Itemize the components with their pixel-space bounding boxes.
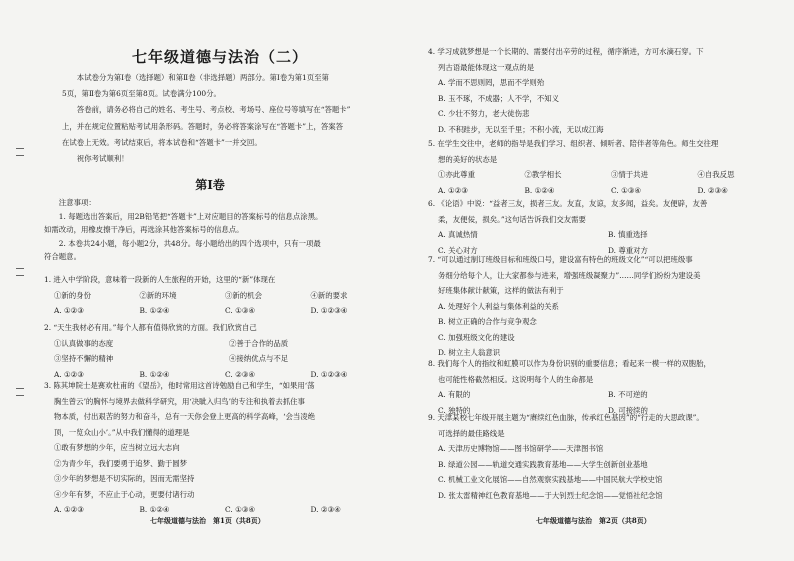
notes-line: 1. 每题选出答案后，用2B铅笔把“答题卡”上对应题目的答案标号的信息点涂黑。 [58,211,323,221]
question-stem: 3. 陈其坤院士是赛欢杜甫的《望岳》，他时常用这首诗勉励自己和学生，“如果用‘荡 [44,381,315,390]
option-b[interactable]: B. 树立正确的合作与竞争观念 [438,317,537,326]
statement-item: ③新的机会 [225,290,262,300]
notes-block [44,196,402,264]
statement-item: ①亦此尊重 [438,170,475,179]
option-b[interactable]: B. ①②④ [139,306,170,315]
intro-line: 答卷前，请务必将自己的姓名、考生号、考点校、考场号、座位号等填写在“答题卡” [76,105,351,115]
option-d[interactable]: D. 不积跬步，无以至千里；不积小流，无以成江海 [438,124,604,134]
statement-item: ②教学相长 [524,170,562,179]
intro-block [62,70,402,167]
option-c[interactable]: C. ②③④ [225,369,255,379]
option-b[interactable]: B. ①②④ [139,369,170,379]
question-9 [428,410,784,503]
question-stem: 9. 天津某校七年级开展主题为“赓续红色血脉，传承红色基因”的“行走的大思政课”。 [428,413,704,422]
question-stem: 6. 《论语》中说：“益者三友，损者三友。友直，友谅，友多闻，益矣。友便辟，友善 [428,199,708,208]
question-7 [428,252,784,361]
question-4 [428,44,784,137]
statement-item: ①敢有梦想的少年，应当树立远大志向 [54,443,180,452]
option-b[interactable]: B. ①②④ [139,505,170,514]
option-d[interactable]: D. ②③④ [697,185,728,195]
exam-page-2 [412,0,794,561]
question-stem: 可选择的最佳路线是 [438,428,505,438]
question-stem: 柔，友便佞，损矣。”这句话告诉我们交友需要 [438,214,586,224]
statement-item: ③少年的梦想是不切实际的，因而无需坚持 [54,474,195,483]
page-footer: 七年级道德与法治 第1页（共8页） [150,516,265,525]
option-a[interactable]: A. ①②③ [54,369,84,379]
statement-item: ②新的环境 [139,290,177,300]
statement-item: ④接纳优点与不足 [229,354,289,363]
question-stem: 也可能性格截然相反。这说明每个人的生命都是 [438,374,594,384]
option-d[interactable]: D. 张太雷精神红色教育基地——于大钊烈士纪念馆——觉悟社纪念馆 [438,490,663,500]
option-b[interactable]: B. 慎重选择 [608,230,648,239]
notes-line: 符合题意。 [44,252,81,262]
intro-line: 在试卷上无效。考试结束后，将本试卷和“答题卡”一并交回。 [62,137,262,147]
question-3 [44,378,396,518]
exam-title: 七年级道德与法治（二） [131,48,308,66]
notes-line: 2. 本卷共24小题，每小题2分，共48分。每小题给出的四个选项中，只有一项最 [58,238,321,248]
question-stem: 7. “可以通过制订班级目标和班级口号，建设富有特色的班级文化”“可以把班级事 [428,255,693,264]
option-b[interactable]: B. 玉不琢，不成器；人不学，不知义 [438,93,559,103]
question-8 [428,356,784,418]
option-c[interactable]: C. 关心对方 [438,245,478,255]
notes-line: 注意事项： [58,198,96,207]
option-a[interactable]: A. 学而不思则罔，思而不学则殆 [438,78,545,87]
option-c[interactable]: C. 独特的 [438,405,471,415]
question-stem: 8. 我们每个人的指纹和虹膜可以作为身份识别的重要信息；看起来一模一样的双胞胎， [428,359,711,368]
option-a[interactable]: A. 有限的 [438,390,471,399]
statement-item: ①认真做事的态度 [54,338,114,348]
option-c[interactable]: C. 机械工业文化展馆——自然观察实践基地——中国民航大学校史馆 [438,475,663,484]
option-a[interactable]: A. ①②③ [54,306,84,315]
question-6 [428,196,784,258]
intro-line: 祝你考试顺利！ [76,154,129,164]
page-footer: 七年级道德与法治 第2页（共8页） [536,516,651,525]
option-c[interactable]: C. 加强班级文化的建设 [438,332,515,342]
option-c[interactable]: C. ①③④ [225,306,255,315]
question-stem: 物本质，付出艰苦的努力和奋斗，总有一天你会登上更高的科学高峰，‘会当凌绝 [54,412,316,421]
statement-item: ③坚持不懈的精神 [54,354,114,363]
question-stem: 好班集体献计献策，这样的做法有利于 [438,286,564,295]
question-stem: 想的美好的状态是 [438,154,498,164]
option-c[interactable]: C. 少壮不努力，老大徒伤悲 [438,109,530,118]
option-d[interactable]: D. ②③④ [310,505,341,514]
option-b[interactable]: B. 不可逆的 [608,390,648,399]
question-1 [44,272,396,319]
question-stem: 2. “天生我材必有用。”每个人都有值得欣赏的方面。我们欣赏自己 [44,323,257,332]
option-b[interactable]: B. 绿道公园——轨道交通实践教育基地——大学生创新创业基地 [438,459,648,469]
option-d[interactable]: D. 树立主人翁意识 [438,348,501,357]
question-stem: 4. 学习成就梦想是一个长期的、需要付出辛劳的过程，循序渐进，方可水滴石穿。下 [428,47,704,56]
statement-item: ④新的要求 [310,290,348,300]
question-stem: 1. 进入中学阶段，意味着一段新的人生旅程的开始，这里的“新”体现在 [44,275,276,284]
statement-item: ②善于合作的品质 [229,338,289,348]
option-a[interactable]: A. 真诚热情 [438,230,478,239]
intro-line: 5页，第Ⅱ卷为第6页至第8页。试卷满分100分。 [62,89,221,99]
option-b[interactable]: B. ①②④ [524,185,555,195]
question-stem: 顶，一览众山小’。”从中我们懂得的道理是 [54,427,190,437]
option-d[interactable]: D. ①②③④ [310,306,348,315]
option-d[interactable]: D. ①②③④ [310,369,348,379]
question-5 [428,136,784,198]
option-d[interactable]: D. 尊重对方 [608,245,648,255]
question-2 [44,320,396,382]
question-stem: 5. 在学生交往中，老师的指导是我们学习、组织者、倾听者、陪伴者等角色。师生交往理 [428,139,719,148]
option-a[interactable]: A. ①②③ [438,185,468,195]
intro-line: 上，并在规定位置粘贴考试用条形码。答题时，务必将答案涂写在“答题卡”上，答案答 [62,121,344,131]
option-a[interactable]: A. ①②③ [54,505,84,514]
option-c[interactable]: C. ①③④ [611,185,641,195]
option-d[interactable]: D. 可接续的 [608,405,648,415]
section-heading: 第Ⅰ卷 [195,178,225,192]
statement-item: ②为青少年，我们要勇于追梦、勤于圆梦 [54,458,188,468]
option-c[interactable]: C. ①③④ [225,505,255,514]
statement-item: ④自我反思 [697,170,735,179]
intro-line: 本试卷分为第Ⅰ卷（选择题）和第Ⅱ卷（非选择题）两部分。第Ⅰ卷为第1页至第 [76,73,329,82]
question-stem: 务细分给每个人，让大家都参与进来，增强班级凝聚力”……同学们纷纷为建设美 [438,270,701,280]
statement-item: ①新的身份 [54,290,91,300]
notes-line: 如需改动，用橡皮擦干净后，再选涂其他答案标号的信息点。 [44,225,244,235]
option-a[interactable]: A. 天津历史博物馆——图书馆研学——天津图书馆 [438,444,604,453]
question-stem: 列古语最能体现这一观点的是 [438,62,535,72]
option-a[interactable]: A. 处理好个人利益与集体利益的关系 [438,301,559,311]
statement-item: ③情于共进 [611,170,648,179]
question-stem: 胸生曾云’的胸怀与境界去做科学研究，用‘决眦入归鸟’的专注和执着去抓住事 [54,396,305,406]
statement-item: ④少年有梦，不应止于心动，更要付诸行动 [54,489,195,499]
